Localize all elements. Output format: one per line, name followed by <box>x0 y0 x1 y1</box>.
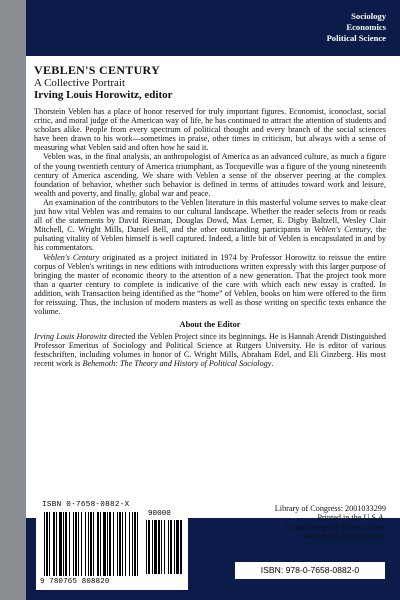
barcode-bars-main <box>44 512 140 576</box>
back-cover-text <box>34 64 386 369</box>
subject-categories <box>327 11 386 44</box>
barcode-bars-addon <box>146 520 182 574</box>
subject-economics: Economics <box>346 22 386 32</box>
spine-edge <box>0 0 26 600</box>
blurb-paragraph-4 <box>34 253 386 317</box>
about-editor-paragraph <box>34 332 386 368</box>
blurb-p3-book-title: Veblen's Century <box>313 225 371 235</box>
subject-political-science: Political Science <box>326 33 386 43</box>
about-text-start: directed the Veblen Project since its beginnings. He is Hannah Arendt Distinguished Professor Emeritus of Sociology and Political Science at Rutgers University. He is editor of various festschriften, including volumes in honor of C. Wright Mills, Abraham Edel, and Eli Ginzberg. His most recent work is <box>34 332 386 369</box>
blurb-paragraph-3 <box>34 198 386 253</box>
blurb-p4-book-title: Veblen's Century <box>43 252 100 262</box>
isbn-barcode <box>36 498 188 590</box>
about-editor-heading: About the Editor <box>179 320 241 330</box>
library-of-congress: Library of Congress: 2001033299 <box>274 504 386 513</box>
recent-work-title: Behemoth: The Theory and History of Political Sociology <box>82 359 272 369</box>
book-title: VEBLEN'S CENTURY <box>34 63 161 77</box>
editor-name: Irving Louis Horowitz <box>34 332 107 342</box>
price-code: 90000 <box>148 510 171 518</box>
isbn13-box: ISBN: 978-0-7658-0882-0 <box>234 561 386 580</box>
about-text-end: . <box>271 359 274 369</box>
isbn10-label: ISBN 0-7658-0882-X <box>42 501 130 509</box>
blurb-p3-end: , the pulsating vitality of Veblen himself is well captured. Indeed, a little bit of Veblen is encapsulated in and by his commentators. <box>34 225 386 253</box>
book-editor: Irving Louis Horowitz, editor <box>34 89 173 101</box>
book-subtitle: A Collective Portrait <box>34 77 126 89</box>
cover-design-credit: Cover design by Ellen F. Kane <box>285 522 386 532</box>
blurb-paragraph-2: Veblen was, in the final analysis, an anthropologist of America as an advanced culture, as much a figure of the young twentieth century of America triumphant, as Tocqueville was a figure of the young nineteenth century of America ascending. We share with Veblen a sense of the observer peering at the complex foundation of behavior, whether such behavior is defined in terms of attitudes toward work and leisure, wealth and poverty, and finally, global war and peace. <box>34 152 386 198</box>
blurb-paragraph-1: Thorstein Veblen has a place of honor reserved for truly important figures. Economist, iconoclast, social critic, and moral judge of the American way of life, he has continued to attract the attention of students and scholars alike. People from every spectrum of political thought and every branch of the social sciences have been drawn to his work—sometimes in praise, other times in criticism, but always with a sense of measuring what Veblen said and often how he said it. <box>34 107 386 153</box>
subject-sociology: Sociology <box>351 11 386 21</box>
blurb-p3-start: An examination of the contributors to the Veblen literature in this masterful volume serves to make clear just how vital Veblen was and remains to our cultural landscape. Whether the reader selects from or reads all of the statements by David Riesman, Douglas Dowd, Max Lerner, E. Digby Baltzell, Wesley Clair Mitchell, C. Wright Mills, Daniel Bell, and the other outstanding participants in <box>34 197 386 235</box>
publication-info <box>275 504 386 542</box>
ean13-digits: 9 780765 808820 <box>40 578 110 586</box>
blurb-p4-text: originated as a project initiated in 1974 by Professor Horowitz to reissue the entire corpus of Veblen's writings in new editions with introductions written expressly with this larger purpose of bringing the master of economic theory to the attention of a new generation. That the project took more than a quarter century to complete is indicative of the care with which each new essay is crafted. In addition, with Transaction being identified as the “home” of Veblen, books on him were offered to the firm for reissuing. Thus, the inclusion of modern masters as well as those writing on specific texts enhance the volume. <box>34 252 387 317</box>
publisher-website: www.transactionpub.com <box>302 532 386 542</box>
printed-in: Printed in the U.S.A. <box>317 513 386 523</box>
